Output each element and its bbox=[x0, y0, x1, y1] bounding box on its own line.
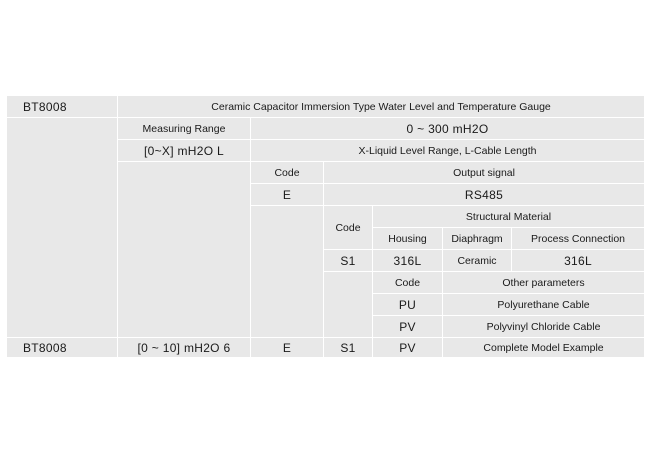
range-spacer-cell bbox=[118, 162, 251, 338]
example-model: BT8008 bbox=[7, 338, 118, 358]
process-connection-header: Process Connection bbox=[512, 228, 645, 250]
output-code: E bbox=[251, 184, 324, 206]
model-label: BT8008 bbox=[7, 96, 118, 118]
other-code-pu: PU bbox=[373, 294, 443, 316]
range-code: [0~X] mH2O L bbox=[118, 140, 251, 162]
example-output-code: E bbox=[251, 338, 324, 358]
example-other-code: PV bbox=[373, 338, 443, 358]
measuring-range-row bbox=[7, 118, 645, 140]
housing-header: Housing bbox=[373, 228, 443, 250]
other-code-pv: PV bbox=[373, 316, 443, 338]
output-code-header: Code bbox=[251, 162, 324, 184]
range-description: X-Liquid Level Range, L-Cable Length bbox=[251, 140, 645, 162]
example-label: Complete Model Example bbox=[443, 338, 645, 358]
other-code-header: Code bbox=[373, 272, 443, 294]
example-row bbox=[7, 338, 645, 358]
measuring-range-value: 0 ~ 300 mH2O bbox=[251, 118, 645, 140]
diaphragm-header: Diaphragm bbox=[443, 228, 512, 250]
process-connection-value: 316L bbox=[512, 250, 645, 272]
output-signal-header: Output signal bbox=[324, 162, 645, 184]
structural-material-header: Structural Material bbox=[373, 206, 645, 228]
diaphragm-value: Ceramic bbox=[443, 250, 512, 272]
model-selection-table bbox=[6, 95, 645, 358]
model-spacer-cell bbox=[7, 118, 118, 338]
other-desc-pv: Polyvinyl Chloride Cable bbox=[443, 316, 645, 338]
housing-value: 316L bbox=[373, 250, 443, 272]
product-title: Ceramic Capacitor Immersion Type Water Level and Temperature Gauge bbox=[118, 96, 645, 118]
material-code-header: Code bbox=[324, 206, 373, 250]
title-row bbox=[7, 96, 645, 118]
other-parameters-header: Other parameters bbox=[443, 272, 645, 294]
example-range: [0 ~ 10] mH2O 6 bbox=[118, 338, 251, 358]
material-code: S1 bbox=[324, 250, 373, 272]
output-signal-value: RS485 bbox=[324, 184, 645, 206]
output-spacer-cell bbox=[251, 206, 324, 338]
example-material-code: S1 bbox=[324, 338, 373, 358]
material-spacer-cell bbox=[324, 272, 373, 338]
other-desc-pu: Polyurethane Cable bbox=[443, 294, 645, 316]
measuring-range-label: Measuring Range bbox=[118, 118, 251, 140]
